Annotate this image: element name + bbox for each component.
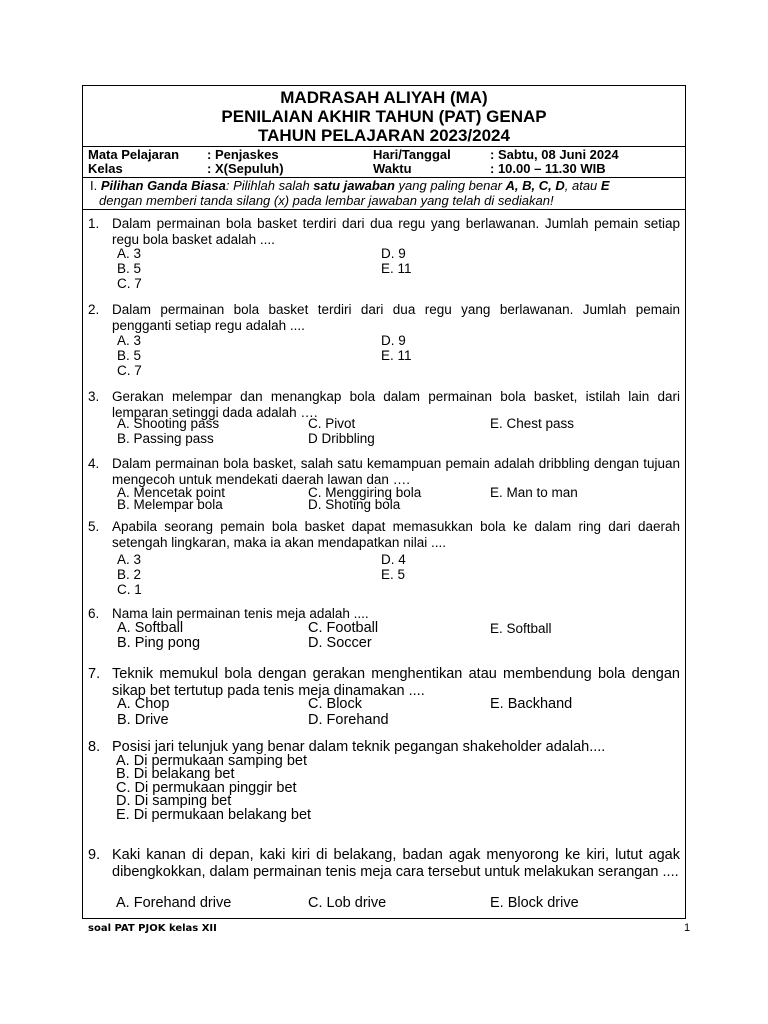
instructions-line-1 — [90, 178, 680, 193]
footer-label: soal PAT PJOK kelas XII — [88, 923, 217, 934]
option: A. 3 — [117, 333, 142, 348]
option: D. Di samping bet — [116, 793, 232, 809]
option: E. Chest pass — [490, 416, 575, 431]
option: A. Chop — [117, 696, 170, 712]
time-label: Waktu — [373, 161, 412, 176]
option: E. 11 — [381, 261, 412, 276]
instr-line-2-text: dengan memberi tanda silang (x) pada lembar jawaban yang telah di sediakan! — [99, 193, 554, 208]
option: C. Menggiring bola — [308, 485, 422, 500]
option: B. Ping pong — [117, 635, 201, 651]
option: B. 5 — [117, 261, 142, 276]
option: C. Block — [308, 696, 362, 712]
option: C. Di permukaan pinggir bet — [116, 780, 297, 796]
option: D. 9 — [381, 246, 406, 261]
section-number: I. — [90, 178, 101, 193]
question-number: 2. — [88, 302, 100, 317]
question-text: Dalam permainan bola basket, salah satu kemampuan pemain adalah dribbling dengan tujuan mengecoh untuk mendekati daerah lawan dan …. — [112, 456, 680, 487]
option: C. 1 — [117, 582, 142, 597]
question-number: 9. — [88, 847, 101, 863]
question-number: 5. — [88, 519, 100, 534]
question-text: Gerakan melempar dan menangkap bola dalam permainan bola basket, istilah lain dari lemparan setinggi dada adalah …. — [112, 389, 680, 420]
question-number: 6. — [88, 606, 100, 621]
option: B. Drive — [117, 712, 169, 728]
question-number: 1. — [88, 216, 100, 231]
time-value: : 10.00 – 11.30 WIB — [490, 161, 606, 176]
instr-text-3: , atau — [564, 178, 601, 193]
instr-bold-3: E — [600, 178, 610, 193]
question-text: Apabila seorang pemain bola basket dapat memasukkan bola ke dalam ring dari daerah setengah lingkaran, maka ia akan mendapatkan nilai .... — [112, 519, 680, 550]
instructions-divider — [82, 209, 686, 210]
instructions-line-2 — [90, 193, 680, 208]
option: C. 7 — [117, 276, 142, 291]
class-label: Kelas — [88, 161, 123, 176]
question-text: Teknik memukul bola dengan gerakan menghentikan atau membendung bola dengan sikap bet tertutup pada tenis meja dinamakan .... — [112, 666, 680, 699]
question-text: Dalam permainan bola basket terdiri dari dua regu yang berlawanan. Jumlah pemain setiap regu bola basket adalah .... — [112, 216, 680, 247]
option: B. Di belakang bet — [116, 766, 235, 782]
instructions — [90, 178, 680, 208]
school-title: MADRASAH ALIYAH (MA) — [280, 88, 488, 107]
question-text: Dalam permainan bola basket terdiri dari dua regu yang berlawanan. Jumlah pemain pengganti setiap regu adalah .... — [112, 302, 680, 333]
question-number: 4. — [88, 456, 100, 471]
date-value: : Sabtu, 08 Juni 2024 — [490, 147, 619, 162]
option: A. 3 — [117, 552, 142, 567]
option: A. Shooting pass — [117, 416, 220, 431]
option: D. 4 — [381, 552, 406, 567]
question-number: 3. — [88, 389, 100, 404]
option: D. Soccer — [308, 635, 372, 651]
date-label: Hari/Tanggal — [373, 147, 451, 162]
instr-bold-1: satu jawaban — [313, 178, 395, 193]
option: B. 5 — [117, 348, 142, 363]
instr-text-1: : Pilihlah salah — [225, 178, 314, 193]
class-value: : X(Sepuluh) — [207, 161, 284, 176]
option: A. Di permukaan samping bet — [116, 753, 308, 769]
exam-title: PENILAIAN AKHIR TAHUN (PAT) GENAP — [221, 107, 547, 126]
question-number: 8. — [88, 739, 101, 755]
option: C. 7 — [117, 363, 142, 378]
subject-label: Mata Pelajaran — [88, 147, 180, 162]
option: E. Softball — [490, 621, 552, 636]
option: D Dribbling — [308, 431, 375, 446]
option: C. Pivot — [308, 416, 356, 431]
instr-bold-2: A, B, C, D — [505, 178, 565, 193]
section-title: Pilihan Ganda Biasa — [100, 178, 226, 193]
option: E. 11 — [381, 348, 412, 363]
option: A. Forehand drive — [116, 895, 232, 911]
option: A. 3 — [117, 246, 142, 261]
question-text: Kaki kanan di depan, kaki kiri di belakang, badan agak menyorong ke kiri, lutut agak dibengkokkan, dalam permainan tenis meja cara tersebut untuk melakukan serangan .... — [112, 847, 680, 880]
option: E. Backhand — [490, 696, 573, 712]
option: E. 5 — [381, 567, 406, 582]
page-number: 1 — [684, 922, 691, 934]
question-number: 7. — [88, 666, 101, 682]
option: C. Football — [308, 620, 379, 636]
question-text: Posisi jari telunjuk yang benar dalam teknik pegangan shakeholder adalah.... — [112, 739, 606, 755]
instr-text-2: yang paling benar — [394, 178, 506, 193]
option: D. 9 — [381, 333, 406, 348]
option: C. Lob drive — [308, 895, 387, 911]
option: A. Softball — [117, 620, 184, 636]
option: B. 2 — [117, 567, 142, 582]
option: B. Passing pass — [117, 431, 214, 446]
option: E. Di permukaan belakang bet — [116, 807, 312, 823]
question-text: Nama lain permainan tenis meja adalah .... — [112, 606, 369, 621]
subject-value: : Penjaskes — [207, 147, 279, 162]
option: E. Man to man — [490, 485, 578, 500]
year-title: TAHUN PELAJARAN 2023/2024 — [258, 126, 510, 145]
option: A. Mencetak point — [117, 485, 226, 500]
option: E. Block drive — [490, 895, 579, 911]
option: D. Shoting bola — [308, 497, 401, 512]
option: D. Forehand — [308, 712, 389, 728]
option: B. Melempar bola — [117, 497, 223, 512]
